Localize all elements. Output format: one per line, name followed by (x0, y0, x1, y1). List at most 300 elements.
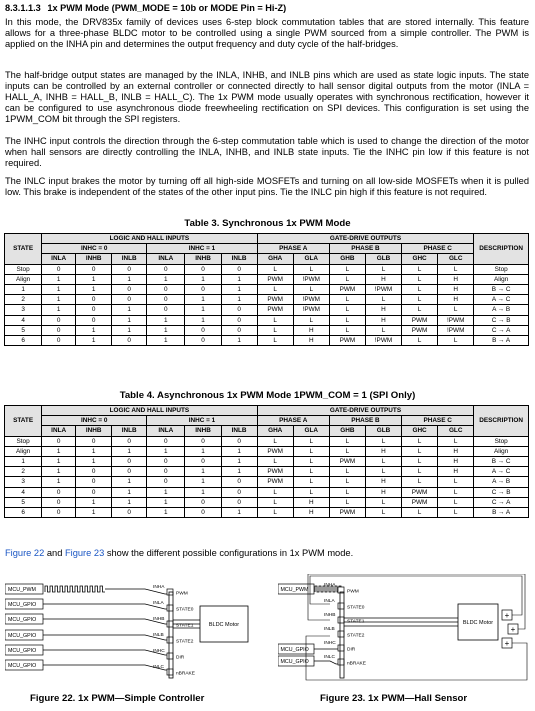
col-header: GLA (293, 254, 329, 264)
table-cell: 1 (185, 487, 221, 497)
pin-square (338, 645, 344, 651)
table-cell: 0 (112, 456, 147, 466)
col-header: GLB (365, 426, 401, 436)
table-cell: Stop (5, 436, 42, 446)
table-cell: L (329, 274, 365, 284)
mcu-label: MCU_GPIO (280, 659, 309, 665)
figure23-diagram (278, 574, 530, 689)
table-cell: 0 (185, 456, 221, 466)
table-cell: H (438, 467, 474, 477)
table-cell: PWM (402, 487, 438, 497)
table-cell: H (293, 325, 329, 335)
table-cell: 5 (5, 497, 42, 507)
table-cell: A → B (474, 305, 529, 315)
pin-label: INLB (153, 633, 164, 638)
table-cell: PWM (257, 467, 293, 477)
table-cell: 0 (42, 335, 76, 345)
table-cell: 0 (112, 335, 147, 345)
table-cell: 1 (185, 315, 221, 325)
table-cell: 1 (42, 446, 76, 456)
table-cell: 0 (221, 305, 257, 315)
table-cell: L (438, 335, 474, 345)
col-gate-outputs: GATE-DRIVE OUTPUTS (257, 406, 474, 416)
table-cell: L (293, 446, 329, 456)
figure22-caption: Figure 22. 1x PWM—Simple Controller (30, 693, 205, 704)
table-cell: L (438, 487, 474, 497)
col-inhc0: INHC = 0 (42, 244, 147, 254)
col-header: INHB (76, 426, 112, 436)
mcu-label: MCU_GPIO (8, 663, 37, 669)
table-cell: 1 (76, 274, 112, 284)
table-cell: H (293, 335, 329, 345)
table-cell: L (402, 507, 438, 517)
table-cell: H (438, 295, 474, 305)
table-cell: 1 (221, 274, 257, 284)
table-cell: 1 (185, 446, 221, 456)
block-label: STATE1 (347, 619, 365, 625)
table-cell: L (293, 477, 329, 487)
table-cell: 1 (5, 284, 42, 294)
col-header: GHB (329, 254, 365, 264)
pin-square (338, 603, 344, 609)
table-cell: 0 (112, 507, 147, 517)
table-cell: L (402, 436, 438, 446)
pin-square (338, 659, 344, 665)
pwm-waveform-icon (45, 586, 105, 592)
table4-asynchronous-pwm (4, 405, 529, 518)
table-cell: 1 (147, 507, 185, 517)
col-header: GHB (329, 426, 365, 436)
hall-sensor-icon (502, 638, 512, 648)
mcu-label: MCU_GPIO (8, 633, 37, 639)
col-description: DESCRIPTION (474, 234, 529, 265)
mcu-label: MCU_GPIO (8, 617, 37, 623)
table-row (5, 274, 529, 284)
table-cell: PWM (329, 507, 365, 517)
table-cell: H (365, 274, 401, 284)
table-row (5, 477, 529, 487)
table-cell: !PWM (293, 305, 329, 315)
table-cell: 1 (221, 295, 257, 305)
table-cell: PWM (329, 456, 365, 466)
table-cell: L (257, 487, 293, 497)
pin-square (338, 617, 344, 623)
table-cell: 0 (185, 264, 221, 274)
figure22-diagram (5, 574, 260, 689)
table-cell: B → A (474, 507, 529, 517)
pin-label: INHC (324, 641, 336, 646)
table-cell: 1 (42, 477, 76, 487)
table-cell: 1 (147, 274, 185, 284)
col-header: INHB (185, 426, 221, 436)
table-cell: 0 (112, 467, 147, 477)
block-label: PWM (176, 591, 188, 597)
table-cell: 1 (76, 325, 112, 335)
table-cell: 1 (76, 284, 112, 294)
pin-label: INLA (153, 601, 164, 606)
table-cell: 0 (76, 436, 112, 446)
table-cell: PWM (402, 325, 438, 335)
table-cell: L (402, 456, 438, 466)
table-cell: L (293, 264, 329, 274)
table-row (5, 305, 529, 315)
table3-title: Table 3. Synchronous 1x PWM Mode (184, 218, 351, 229)
col-header: INLA (42, 426, 76, 436)
col-header: GLC (438, 426, 474, 436)
col-header: GLC (438, 254, 474, 264)
pin-label: INLC (324, 655, 335, 660)
table-cell: 0 (221, 477, 257, 487)
table-cell: PWM (257, 305, 293, 315)
table-cell: L (438, 264, 474, 274)
table-cell: C → B (474, 315, 529, 325)
table-cell: L (402, 446, 438, 456)
table-cell: 0 (112, 284, 147, 294)
table-cell: L (293, 456, 329, 466)
table-cell: L (365, 507, 401, 517)
table-cell: 0 (112, 264, 147, 274)
col-header: GHA (257, 254, 293, 264)
table-cell: 1 (42, 305, 76, 315)
table-cell: L (438, 497, 474, 507)
block-label: DIR (176, 655, 185, 661)
table-cell: 1 (185, 274, 221, 284)
mcu-label: MCU_GPIO (8, 602, 37, 608)
table-cell: H (365, 446, 401, 456)
bldc-motor-label: BLDC Motor (462, 620, 494, 626)
table-cell: !PWM (438, 325, 474, 335)
table-cell: 1 (42, 295, 76, 305)
table-cell: L (365, 497, 401, 507)
table-cell: L (438, 436, 474, 446)
pin-label: INHA (153, 585, 165, 590)
bldc-motor-label: BLDC Motor (208, 622, 240, 628)
table-cell: L (329, 467, 365, 477)
col-inhc1: INHC = 1 (147, 244, 257, 254)
table-cell: 0 (147, 477, 185, 487)
table-cell: L (329, 295, 365, 305)
table-cell: PWM (257, 477, 293, 487)
table-cell: A → C (474, 467, 529, 477)
col-header: GHC (402, 426, 438, 436)
table-row (5, 456, 529, 466)
table-header-row (5, 406, 529, 416)
figure22-svg (5, 574, 260, 684)
table-cell: 1 (42, 274, 76, 284)
table-cell: 1 (42, 456, 76, 466)
table-cell: 0 (147, 467, 185, 477)
table-cell: L (293, 467, 329, 477)
table-cell: 0 (76, 264, 112, 274)
table-cell: 1 (76, 497, 112, 507)
table-cell: H (365, 305, 401, 315)
table-cell: L (257, 497, 293, 507)
col-header: INHB (185, 254, 221, 264)
block-label: PWM (347, 589, 359, 595)
block-label: STATE2 (176, 639, 194, 645)
table-header-row (5, 416, 529, 426)
table-cell: PWM (402, 315, 438, 325)
table-cell: 1 (112, 477, 147, 487)
table-cell: L (402, 477, 438, 487)
table-cell: 1 (147, 487, 185, 497)
table-cell: Align (474, 274, 529, 284)
table-cell: 0 (147, 295, 185, 305)
table-cell: 1 (147, 315, 185, 325)
hall-sensor-icon (508, 624, 518, 634)
table-cell: Stop (474, 436, 529, 446)
mcu-label: MCU_PWM (8, 587, 36, 593)
table-cell: 1 (221, 335, 257, 345)
table-cell: 0 (76, 467, 112, 477)
table-cell: L (438, 477, 474, 487)
table-cell: !PWM (365, 284, 401, 294)
pin-square (167, 621, 173, 627)
table-cell: Stop (474, 264, 529, 274)
table-cell: 0 (221, 436, 257, 446)
table-cell: L (329, 487, 365, 497)
table-cell: L (365, 436, 401, 446)
table-cell: 0 (42, 264, 76, 274)
svg-text:+: + (504, 639, 510, 648)
table-row (5, 497, 529, 507)
table-cell: 0 (221, 497, 257, 507)
mcu-label: MCU_PWM (280, 587, 309, 593)
table-cell: 0 (112, 436, 147, 446)
figure-intro-sentence (5, 548, 353, 558)
paragraph-state-inputs: The half-bridge output states are managed by the INLA, INHB, and INLB pins which are used as state logic inputs. The state inputs can be controlled by an external controller or connected directly to hall sensor digital outputs from the motor (INLA = HALL_A, INHB = HALL_B, INLB = HALL_C). The 1x PWM mode usually operates with synchronous rectification, however it can be configured to use asynchronous diode freewheeling rectification on SPI devices. This configuration is set using the 1PWM_COM bit through the SPI registers. (5, 70, 529, 124)
table-cell: 1 (147, 335, 185, 345)
table-cell: 0 (221, 264, 257, 274)
table-cell: 0 (147, 284, 185, 294)
table-cell: 0 (185, 284, 221, 294)
table-cell: 1 (112, 274, 147, 284)
col-inhc1: INHC = 1 (147, 416, 257, 426)
table-cell: L (438, 507, 474, 517)
table-cell: L (329, 264, 365, 274)
table-row (5, 507, 529, 517)
table-cell: B → C (474, 284, 529, 294)
table-cell: 1 (5, 456, 42, 466)
table-header-row (5, 254, 529, 264)
table-cell: 1 (112, 325, 147, 335)
col-state: STATE (5, 406, 42, 437)
col-inhc0: INHC = 0 (42, 416, 147, 426)
table-cell: L (257, 456, 293, 466)
table-cell: 0 (185, 335, 221, 345)
table-cell: L (329, 436, 365, 446)
table-cell: 1 (112, 315, 147, 325)
col-header: INLB (221, 254, 257, 264)
table-cell: L (257, 264, 293, 274)
pin-label: INLB (324, 627, 335, 632)
table-cell: 1 (76, 446, 112, 456)
pin-square (167, 669, 173, 675)
table-cell: H (365, 315, 401, 325)
col-logic-inputs: LOGIC AND HALL INPUTS (42, 406, 257, 416)
table-cell: L (257, 284, 293, 294)
table-cell: L (402, 467, 438, 477)
table-cell: L (329, 477, 365, 487)
table-cell: 1 (221, 446, 257, 456)
col-header: INLB (112, 254, 147, 264)
table-cell: 0 (185, 507, 221, 517)
table-row (5, 325, 529, 335)
pin-label: INHC (153, 649, 165, 654)
col-header: GLB (365, 254, 401, 264)
block-label: STATE0 (176, 607, 194, 613)
col-header: INLA (147, 426, 185, 436)
table-row (5, 315, 529, 325)
table-cell: Align (474, 446, 529, 456)
table-cell: 3 (5, 305, 42, 315)
table-cell: 1 (185, 305, 221, 315)
table-cell: !PWM (293, 295, 329, 305)
table-cell: 1 (147, 325, 185, 335)
hall-sensor-icon (502, 610, 512, 620)
table-cell: 4 (5, 315, 42, 325)
table-cell: L (329, 305, 365, 315)
table-cell: 2 (5, 295, 42, 305)
pin-square (167, 605, 173, 611)
block-label: DIR (347, 647, 356, 653)
table-row (5, 284, 529, 294)
paragraph-inlc: The INLC input brakes the motor by turning off all high-side MOSFETs and turning on all low-side MOSFETs when it is pulled low. This brake is independent of the states of the other input pins. Tie the INLC pin high if this feature is not required. (5, 176, 529, 197)
table-cell: L (257, 325, 293, 335)
table-cell: 0 (42, 325, 76, 335)
table-cell: B → C (474, 456, 529, 466)
table-cell: !PWM (438, 315, 474, 325)
paragraph-inhc: The INHC input controls the direction through the 6-step commutation table which is used to change the direction of the motor when hall sensors are directly controlling the INLA, INHB, and INLB state inputs. Tie the INHC pin low if this feature is not required. (5, 136, 529, 168)
table-cell: PWM (257, 274, 293, 284)
table-cell: 4 (5, 487, 42, 497)
table-cell: L (329, 446, 365, 456)
table-cell: 1 (112, 446, 147, 456)
figure22-link[interactable]: Figure 22 (5, 548, 45, 558)
table-cell: PWM (257, 295, 293, 305)
table-cell: 1 (76, 456, 112, 466)
table-cell: L (402, 264, 438, 274)
table-cell: L (402, 284, 438, 294)
table-cell: H (293, 497, 329, 507)
table-cell: H (438, 284, 474, 294)
pin-label: INHB (324, 613, 336, 618)
table-cell: 1 (221, 456, 257, 466)
table-cell: 0 (42, 436, 76, 446)
mcu-label: MCU_GPIO (8, 648, 37, 654)
table-cell: L (365, 456, 401, 466)
block-label: nBRAKE (176, 671, 195, 677)
table-cell: Align (5, 446, 42, 456)
table-row (5, 487, 529, 497)
table-row (5, 335, 529, 345)
table-cell: L (257, 436, 293, 446)
table-cell: H (438, 456, 474, 466)
table-cell: 2 (5, 467, 42, 477)
table-cell: L (365, 325, 401, 335)
table-cell: L (293, 315, 329, 325)
pin-label: INLA (324, 599, 335, 604)
table-cell: 0 (112, 295, 147, 305)
table-cell: 1 (112, 487, 147, 497)
col-header: INLA (147, 254, 185, 264)
table-cell: H (365, 487, 401, 497)
table-cell: !PWM (293, 274, 329, 284)
pin-square (167, 653, 173, 659)
table-header-row (5, 234, 529, 244)
table-cell: H (438, 446, 474, 456)
table-cell: L (438, 305, 474, 315)
col-header: INLB (112, 426, 147, 436)
table-cell: L (365, 467, 401, 477)
table-cell: L (329, 325, 365, 335)
pin-square (338, 631, 344, 637)
pin-label: INHB (153, 617, 165, 622)
table-cell: 0 (42, 487, 76, 497)
paragraph-overview: In this mode, the DRV835x family of devices uses 6-step block commutation tables that are stored internally. This feature allows for a three-phase BLDC motor to be controlled using a single PWM sourced from a simple controller. The PWM is applied on the INHA pin and determines the output frequency and duty cycle of the half-bridges. (5, 17, 529, 49)
figure-intro-and: and (44, 548, 65, 558)
block-label: STATE1 (176, 623, 194, 629)
table-cell: 1 (185, 467, 221, 477)
col-phase-a: PHASE A (257, 416, 329, 426)
table-cell: Stop (5, 264, 42, 274)
table-cell: Align (5, 274, 42, 284)
table-cell: PWM (329, 335, 365, 345)
table-cell: 1 (185, 295, 221, 305)
figure23-link[interactable]: Figure 23 (64, 548, 105, 558)
col-header: GLA (293, 426, 329, 436)
table-cell: 1 (147, 446, 185, 456)
table-cell: L (329, 315, 365, 325)
table-cell: 0 (42, 507, 76, 517)
figure23-caption: Figure 23. 1x PWM—Hall Sensor (320, 693, 468, 704)
block-label: STATE0 (347, 605, 365, 611)
block-label: STATE2 (347, 633, 365, 639)
table-cell: PWM (257, 446, 293, 456)
col-phase-a: PHASE A (257, 244, 329, 254)
col-phase-b: PHASE B (329, 416, 401, 426)
svg-text:+: + (510, 625, 516, 634)
col-gate-outputs: GATE-DRIVE OUTPUTS (257, 234, 474, 244)
table-cell: 1 (112, 305, 147, 315)
table-cell: 0 (76, 487, 112, 497)
table-cell: 0 (221, 487, 257, 497)
table-cell: A → B (474, 477, 529, 487)
table-row (5, 467, 529, 477)
section-number: 8.3.1.1.3 (5, 3, 41, 13)
table-cell: PWM (329, 284, 365, 294)
svg-text:+: + (504, 611, 510, 620)
table-cell: 0 (221, 315, 257, 325)
table3-synchronous-pwm (4, 233, 529, 346)
table4-title: Table 4. Asynchronous 1x PWM Mode 1PWM_COM = 1 (SPI Only) (119, 390, 416, 401)
table-cell: L (329, 497, 365, 507)
table-cell: 5 (5, 325, 42, 335)
table-cell: 0 (76, 305, 112, 315)
table-cell: 0 (42, 497, 76, 507)
figure-intro-rest: show the different possible configurations in 1x PWM mode. (104, 548, 354, 558)
col-header: GHA (257, 426, 293, 436)
mcu-label: MCU_GPIO (280, 647, 309, 653)
table-cell: 1 (185, 477, 221, 487)
table-cell: 1 (221, 507, 257, 517)
table-cell: L (402, 305, 438, 315)
table-cell: L (365, 295, 401, 305)
table-row (5, 295, 529, 305)
section-title: 1x PWM Mode (PWM_MODE = 10b or MODE Pin = Hi-Z) (47, 3, 287, 13)
table-cell: 0 (42, 315, 76, 325)
table-cell: 0 (147, 456, 185, 466)
